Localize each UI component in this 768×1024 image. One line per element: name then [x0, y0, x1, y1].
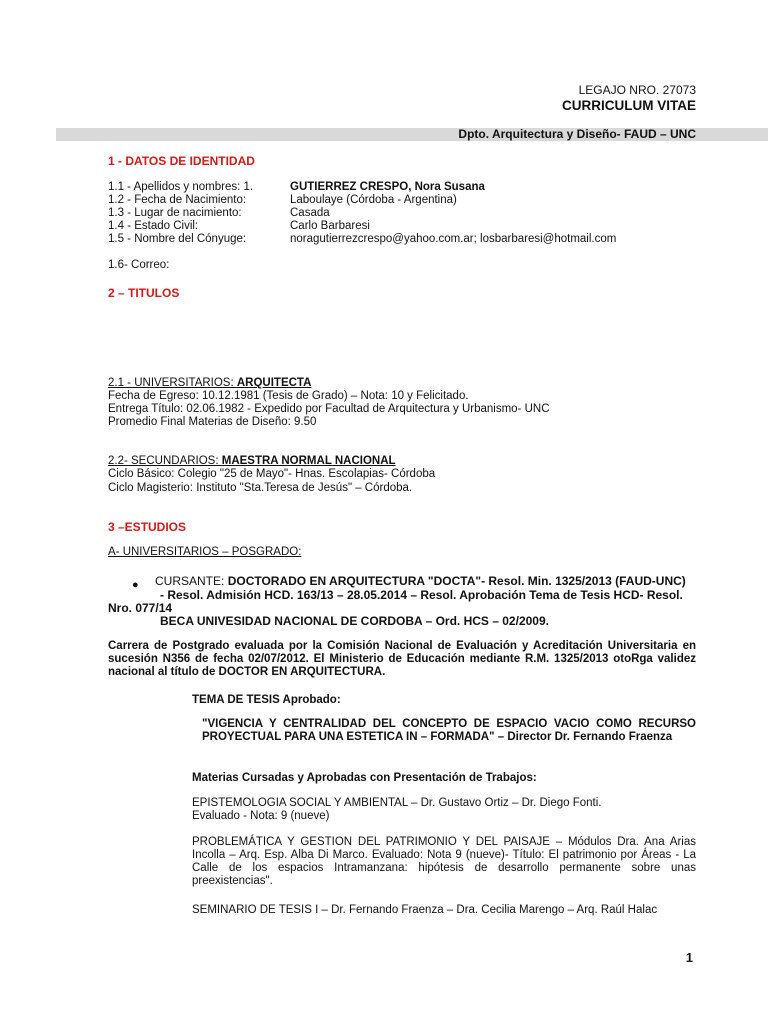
section-2-heading: 2 – TITULOS [108, 286, 180, 300]
sec-line: Ciclo Magisterio: Instituto "Sta.Teresa de Jesús" – Córdoba. [108, 482, 413, 494]
universitarios-title: ARQUITECTA [236, 377, 312, 389]
course-epistemologia-grade: Evaluado - Nota: 9 (nueve) [192, 810, 330, 822]
univ-line: Entrega Título: 02.06.1982 - Expedido por Facultad de Arquitectura y Urbanismo- UNC [108, 403, 550, 415]
identity-label: 1.4 - Estado Civil: [108, 220, 199, 232]
resolucion-number: Nro. 077/14 [108, 601, 173, 615]
resolucion-line: - Resol. Admisión HCD. 163/13 – 28.05.2014 – Resol. Aprobación Tema de Tesis HCD- Resol. [160, 588, 683, 602]
secundarios-label: 2.2- SECUNDARIOS: [108, 455, 222, 467]
tema-label: TEMA DE TESIS Aprobado: [192, 694, 341, 706]
section-3-heading: 3 –ESTUDIOS [108, 520, 187, 534]
carrera-paragraph: Carrera de Postgrado evaluada por la Comisión Nacional de Evaluación y Acreditación Universitaria en sucesión N356 de fecha 02/07/2012. El Ministerio de Educación mediante R.M. 1325/2013 otoRga validez nacional al título de DOCTOR EN ARQUITECTURA. [108, 640, 696, 678]
identity-value: Laboulaye (Córdoba - Argentina) [290, 194, 457, 206]
department: Dpto. Arquitectura y Diseño- FAUD – UNC [458, 127, 696, 141]
identity-label: 1.3 - Lugar de nacimiento: [108, 207, 242, 219]
course-seminario: SEMINARIO DE TESIS I – Dr. Fernando Fraenza – Dra. Cecilia Marengo – Arq. Raúl Halac [192, 904, 658, 916]
identity-label: 1.1 - Apellidos y nombres: 1. [108, 181, 254, 193]
legajo-number: LEGAJO NRO. 27073 [578, 83, 696, 97]
secundarios-title: MAESTRA NORMAL NACIONAL [221, 455, 396, 467]
cursante-line: CURSANTE: DOCTORADO EN ARQUITECTURA "DOCTA"- Resol. Min. 1325/2013 (FAUD-UNC) [155, 574, 686, 588]
correo-label: 1.6- Correo: [108, 259, 170, 271]
beca-line: BECA UNIVESIDAD NACIONAL DE CORDOBA – Ord. HCS – 02/2009. [160, 614, 549, 628]
section-1-heading: 1 - DATOS DE IDENTIDAD [108, 154, 255, 168]
identity-label: 1.2 - Fecha de Nacimiento: [108, 194, 247, 206]
sec-line: Ciclo Básico: Colegio "25 de Mayo"- Hnas. Escolapias- Córdoba [108, 468, 436, 480]
identity-value: GUTIERREZ CRESPO, Nora Susana [290, 181, 485, 193]
materias-heading: Materias Cursadas y Aprobadas con Presentación de Trabajos: [192, 772, 537, 784]
univ-line: Promedio Final Materias de Diseño: 9.50 [108, 416, 317, 428]
posgrado-subheading: A- UNIVERSITARIOS – POSGRADO: [108, 546, 302, 558]
course-epistemologia: EPISTEMOLOGIA SOCIAL Y AMBIENTAL – Dr. Gustavo Ortiz – Dr. Diego Fonti. [192, 797, 602, 809]
bullet-icon: ● [132, 579, 139, 591]
page-number: 1 [685, 950, 693, 965]
universitarios-label: 2.1 - UNIVERSITARIOS: [108, 377, 237, 389]
identity-value: Casada [290, 207, 330, 219]
universitarios-line [108, 377, 311, 389]
identity-value: Carlo Barbaresi [290, 220, 370, 232]
identity-value: noragutierrezcrespo@yahoo.com.ar; losbarbaresi@hotmail.com [290, 233, 617, 245]
secundarios-line [108, 455, 396, 467]
document-title: CURRICULUM VITAE [562, 98, 696, 113]
course-patrimonio: PROBLEMÁTICA Y GESTION DEL PATRIMONIO Y DEL PAISAJE – Módulos Dra. Ana Arias Incolla – Arq. Esp. Alba Di Marco. Evaluado: Nota 9 (nueve)- Título: El patrimonio por Áreas - La Calle de los espacios Intramanzana: hipótesis de desarrollo permanente sobre unas preexistencias". [192, 836, 696, 887]
univ-line: Fecha de Egreso: 10.12.1981 (Tesis de Grado) – Nota: 10 y Felicitado. [108, 390, 469, 402]
tema-de-tesis: "VIGENCIA Y CENTRALIDAD DEL CONCEPTO DE ESPACIO VACIO COMO RECURSO PROYECTUAL PARA UNA ESTETICA IN – FORMADA" – Director Dr. Fernando Fraenza [202, 718, 696, 743]
identity-label: 1.5 - Nombre del Cónyuge: [108, 233, 247, 245]
